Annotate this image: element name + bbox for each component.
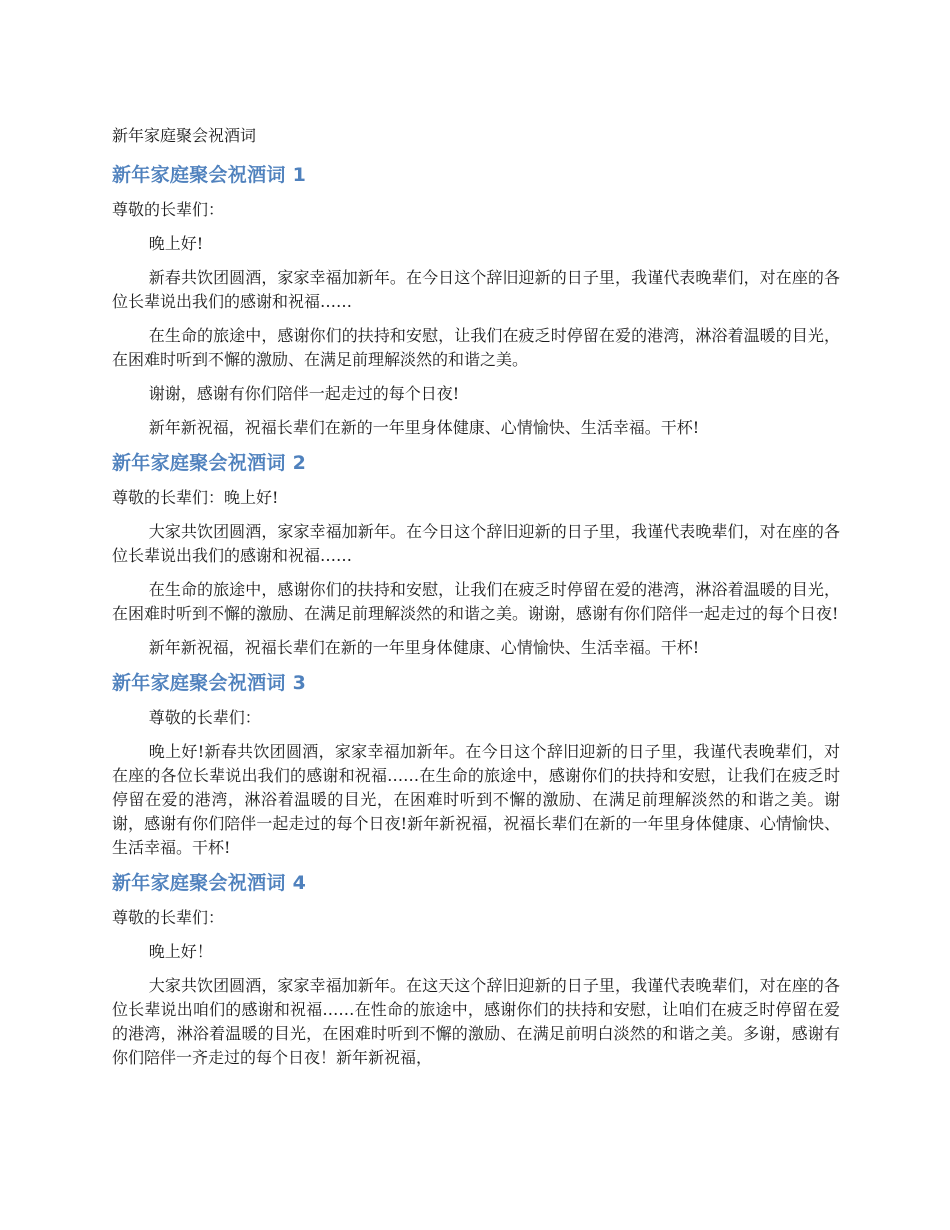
- section-heading: 新年家庭聚会祝酒词 1: [112, 164, 307, 186]
- paragraph: 尊敬的长辈们：: [148, 708, 261, 727]
- paragraph: 在生命的旅途中，感谢你们的扶持和安慰，让我们在疲乏时停留在爱的港湾，淋浴着温暖的目光，在困难时听到不懈的激励、在满足前理解淡然的和谐之美。谢谢，感谢有你们陪伴一起走过的每个日夜!: [112, 580, 840, 623]
- document-title: 新年家庭聚会祝酒词: [112, 126, 257, 145]
- paragraph: 新年新祝福，祝福长辈们在新的一年里身体健康、心情愉快、生活幸福。干杯!: [148, 638, 700, 657]
- paragraph: 尊敬的长辈们：: [112, 200, 225, 219]
- document-page: [112, 124, 840, 1080]
- paragraph: 新春共饮团圆酒，家家幸福加新年。在今日这个辞旧迎新的日子里，我谨代表晚辈们，对在座的各位长辈说出我们的感谢和祝福……: [112, 268, 840, 311]
- section-1: [112, 162, 840, 440]
- paragraph: 大家共饮团圆酒，家家幸福加新年。在这天这个辞旧迎新的日子里，我谨代表晚辈们，对在座的各位长辈说出咱们的感谢和祝福……在性命的旅途中，感谢你们的扶持和安慰，让咱们在疲乏时停留在爱的港湾，淋浴着温暖的目光，在困难时听到不懈的激励、在满足前明白淡然的和谐之美。多谢，感谢有你们陪伴一齐走过的每个日夜！新年新祝福，: [112, 976, 840, 1067]
- section-heading: 新年家庭聚会祝酒词 3: [112, 672, 307, 694]
- paragraph: 大家共饮团圆酒，家家幸福加新年。在今日这个辞旧迎新的日子里，我谨代表晚辈们，对在座的各位长辈说出我们的感谢和祝福……: [112, 522, 840, 565]
- paragraph: 尊敬的长辈们：: [112, 908, 225, 927]
- section-4: [112, 870, 840, 1070]
- paragraph: 晚上好！: [148, 942, 213, 961]
- section-3: [112, 670, 840, 860]
- paragraph: 在生命的旅途中，感谢你们的扶持和安慰，让我们在疲乏时停留在爱的港湾，淋浴着温暖的目光，在困难时听到不懈的激励、在满足前理解淡然的和谐之美。: [112, 326, 840, 369]
- paragraph: 晚上好!新春共饮团圆酒，家家幸福加新年。在今日这个辞旧迎新的日子里，我谨代表晚辈们，对在座的各位长辈说出我们的感谢和祝福……在生命的旅途中，感谢你们的扶持和安慰，让我们在疲乏时停留在爱的港湾，淋浴着温暖的目光，在困难时听到不懈的激励、在满足前理解淡然的和谐之美。谢谢，感谢有你们陪伴一起走过的每个日夜!新年新祝福，祝福长辈们在新的一年里身体健康、心情愉快、生活幸福。干杯!: [112, 742, 840, 857]
- section-heading: 新年家庭聚会祝酒词 4: [112, 872, 307, 894]
- paragraph: 新年新祝福，祝福长辈们在新的一年里身体健康、心情愉快、生活幸福。干杯!: [148, 418, 700, 437]
- section-2: [112, 450, 840, 660]
- paragraph: 谢谢，感谢有你们陪伴一起走过的每个日夜!: [148, 384, 460, 403]
- paragraph: 晚上好!: [148, 234, 204, 253]
- section-heading: 新年家庭聚会祝酒词 2: [112, 452, 307, 474]
- paragraph: 尊敬的长辈们：晚上好!: [112, 488, 279, 507]
